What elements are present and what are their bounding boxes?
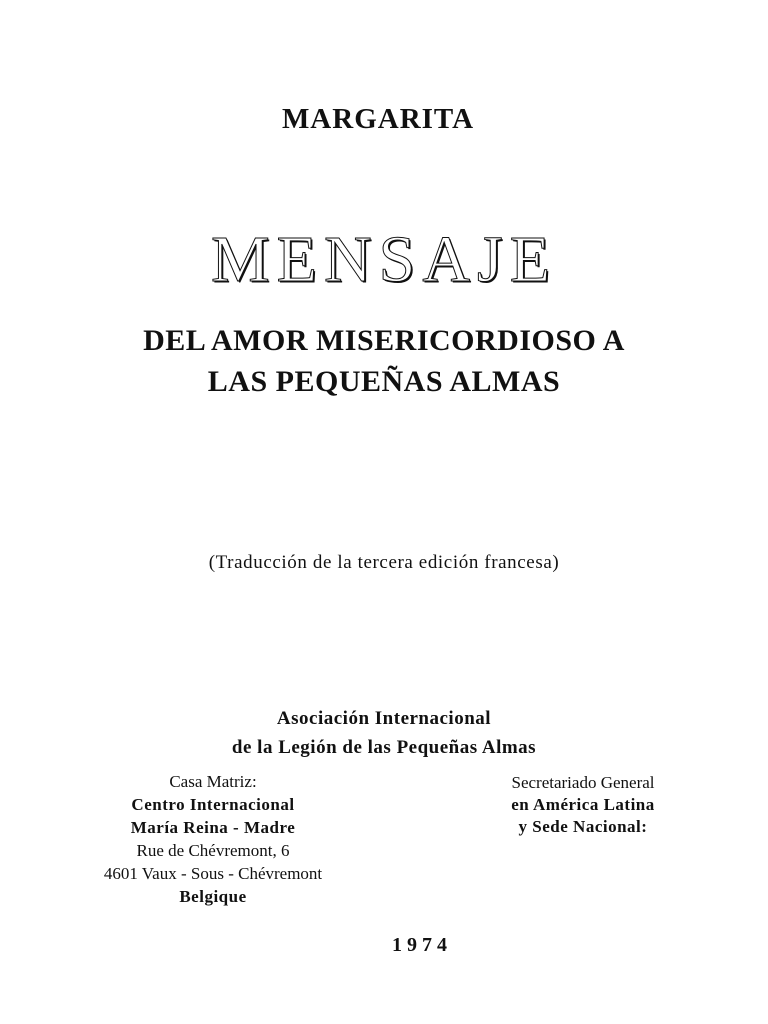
secretariat-line-2: en América Latina [511, 795, 655, 814]
subtitle-line-2: LAS PEQUEÑAS ALMAS [207, 365, 561, 398]
head-office-heading: Casa Matriz: [169, 772, 257, 791]
association-line-2: de la Legión de las Pequeñas Almas [231, 737, 537, 758]
head-office-address-1: Rue de Chévremont, 6 [136, 841, 290, 860]
publication-year: 1974 [392, 934, 452, 956]
head-office-block [78, 770, 348, 908]
secretariat-line-3: y Sede Nacional: [518, 817, 648, 836]
head-office-name-2: María Reina - Madre [130, 818, 296, 837]
association-line-1: Asociación Internacional [276, 708, 492, 729]
head-office-country: Belgique [179, 887, 247, 906]
author-name: MARGARITA [281, 103, 475, 135]
head-office-name-1: Centro Internacional [131, 795, 295, 814]
book-title: MENSAJE [210, 223, 558, 296]
secretariat-heading: Secretariado General [511, 773, 655, 792]
head-office-address-2: 4601 Vaux - Sous - Chévremont [103, 864, 323, 883]
subtitle-line-1: DEL AMOR MISERICORDIOSO A [143, 324, 625, 357]
latin-america-office-block [478, 772, 688, 838]
translation-note: (Traducción de la tercera edición francesa) [208, 552, 560, 573]
